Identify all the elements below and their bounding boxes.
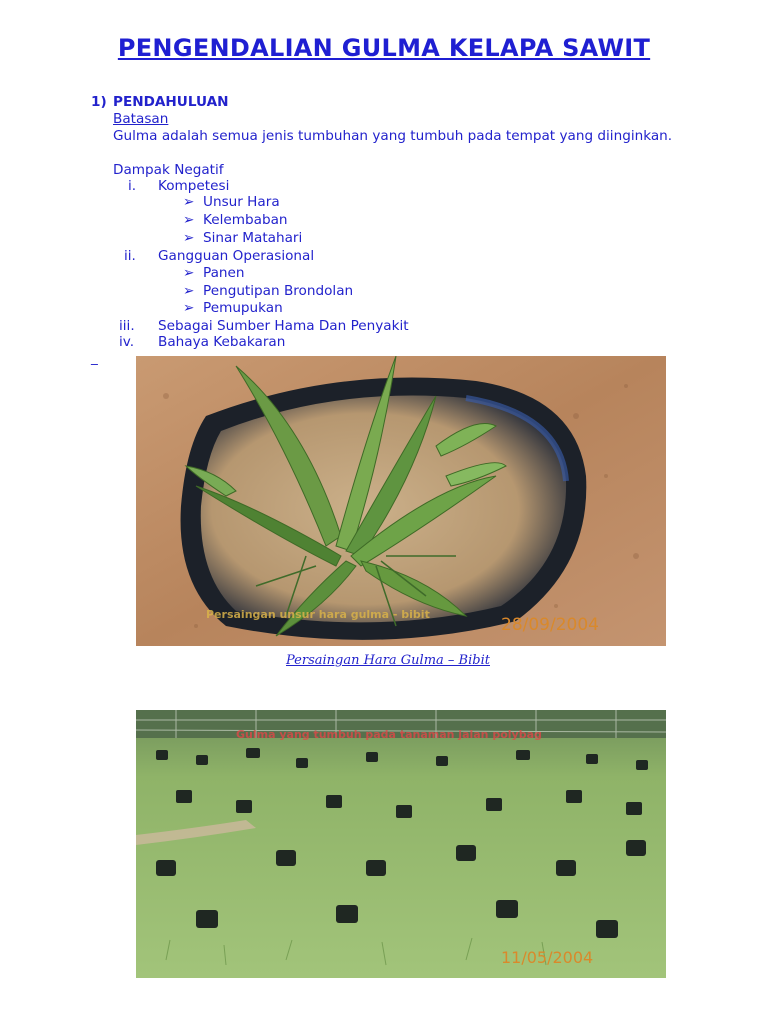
photo-weed-seedling (136, 356, 666, 646)
sub-list-item: Kelembaban (203, 212, 288, 228)
sub-bullet-icon: ➢ (183, 300, 195, 316)
list-item: Sebagai Sumber Hama Dan Penyakit (158, 318, 409, 334)
section-heading: PENDAHULUAN (113, 94, 229, 110)
figure-caption: Persaingan Hara Gulma – Bibit (286, 653, 490, 668)
photo-stamp-text: Gulma yang tumbuh pada tanaman jalan polybag (236, 728, 542, 741)
section-number: 1) (91, 94, 107, 110)
list-item-number: ii. (124, 248, 136, 264)
list-item-number: iii. (119, 318, 135, 334)
page-title: PENGENDALIAN GULMA KELAPA SAWIT (117, 34, 651, 62)
sub-list-item: Pengutipan Brondolan (203, 283, 354, 299)
photo-date-stamp: 28/09/2004 (501, 615, 599, 635)
photo-date-stamp: 11/05/2004 (501, 948, 594, 967)
sub-list-item: Unsur Hara (203, 194, 280, 210)
sub-list-item: Sinar Matahari (203, 230, 303, 246)
list-item: Gangguan Operasional (158, 248, 315, 264)
list-item: Kompetesi (158, 178, 230, 194)
photo-weed-nursery (136, 710, 666, 978)
dampak-label: Dampak Negatif (113, 162, 224, 178)
list-item-number: iv. (119, 334, 135, 350)
list-item: Bahaya Kebakaran (158, 334, 286, 350)
sub-list-item: Pemupukan (203, 300, 283, 316)
batasan-text: Gulma adalah semua jenis tumbuhan yang tumbuh pada tempat yang diinginkan. (113, 128, 673, 144)
list-item-number: i. (128, 178, 137, 194)
stray-mark: _ (91, 350, 98, 366)
sub-bullet-icon: ➢ (183, 265, 195, 281)
sub-bullet-icon: ➢ (183, 230, 195, 246)
batasan-label: Batasan (113, 111, 169, 127)
sub-list-item: Panen (203, 265, 245, 281)
sub-bullet-icon: ➢ (183, 212, 195, 228)
sub-bullet-icon: ➢ (183, 283, 195, 299)
sub-bullet-icon: ➢ (183, 194, 195, 210)
photo-stamp-text: Persaingan unsur hara gulma - bibit (206, 608, 430, 621)
